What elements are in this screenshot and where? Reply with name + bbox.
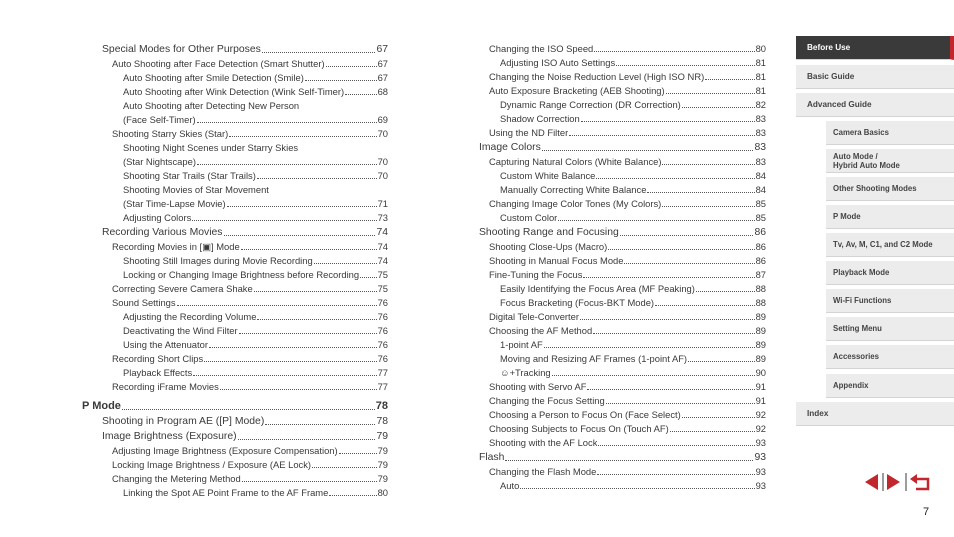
toc-entry[interactable] bbox=[82, 181, 388, 195]
toc-entry[interactable] bbox=[82, 395, 388, 412]
toc-entry-title: (Star Time-Lapse Movie) bbox=[123, 198, 226, 209]
toc-leader-dots bbox=[544, 347, 755, 348]
toc-entry-page: 70 bbox=[377, 156, 388, 167]
toc-entry[interactable] bbox=[479, 138, 766, 153]
tab-tv-av-m-mode[interactable]: Tv, Av, M, C1, and C2 Mode bbox=[826, 233, 954, 257]
toc-entry[interactable] bbox=[82, 139, 388, 153]
toc-entry-title: Changing Image Color Tones (My Colors) bbox=[489, 198, 662, 209]
toc-entry-page: 78 bbox=[375, 400, 388, 412]
toc-leader-dots bbox=[569, 135, 754, 136]
toc-entry[interactable] bbox=[479, 378, 766, 392]
toc-entry-title: Recording Various Movies bbox=[102, 227, 223, 238]
toc-entry[interactable] bbox=[82, 153, 388, 167]
toc-leader-dots bbox=[662, 206, 754, 207]
toc-entry[interactable] bbox=[82, 427, 388, 442]
toc-leader-dots bbox=[688, 361, 755, 362]
toc-leader-dots bbox=[542, 150, 754, 151]
toc-leader-dots bbox=[552, 375, 755, 376]
toc-entry-title: Locking or Changing Image Brightness before Recording bbox=[123, 269, 360, 280]
toc-entry[interactable] bbox=[479, 463, 766, 477]
toc-entry-page: 91 bbox=[755, 381, 766, 392]
toc-entry-page: 74 bbox=[377, 241, 388, 252]
toc-entry-title: Recording Short Clips bbox=[112, 353, 204, 364]
toc-leader-dots bbox=[305, 80, 377, 81]
toc-entry-page: 89 bbox=[755, 339, 766, 350]
toc-leader-dots bbox=[597, 474, 754, 475]
toc-entry-page: 80 bbox=[755, 43, 766, 54]
toc-entry-title: Choosing a Person to Focus On (Face Select) bbox=[489, 409, 681, 420]
tab-playback-mode[interactable]: Playback Mode bbox=[826, 261, 954, 285]
toc-entry-title: Fine-Tuning the Focus bbox=[489, 269, 583, 280]
toc-entry-title: Shadow Correction bbox=[500, 113, 580, 124]
toc-entry-page: 93 bbox=[755, 466, 766, 477]
toc-entry[interactable] bbox=[82, 167, 388, 181]
toc-entry-title: Image Colors bbox=[479, 142, 541, 153]
toc-entry-page: 85 bbox=[755, 212, 766, 223]
toc-entry-page: 80 bbox=[377, 487, 388, 498]
toc-entry[interactable] bbox=[479, 448, 766, 463]
toc-entry-page: 91 bbox=[755, 395, 766, 406]
toc-entry-title: Using the ND Filter bbox=[489, 127, 569, 138]
toc-entry-page: 92 bbox=[755, 409, 766, 420]
toc-entry-page: 67 bbox=[377, 72, 388, 83]
toc-entry[interactable] bbox=[479, 280, 766, 294]
toc-entry[interactable] bbox=[82, 238, 388, 252]
toc-entry-page: 86 bbox=[754, 227, 766, 238]
toc-entry[interactable] bbox=[82, 378, 388, 392]
toc-leader-dots bbox=[220, 389, 377, 390]
toc-leader-dots bbox=[682, 417, 755, 418]
toc-entry-title: Changing the Focus Setting bbox=[489, 395, 605, 406]
toc-entry[interactable] bbox=[82, 336, 388, 350]
toc-leader-dots bbox=[192, 220, 376, 221]
toc-entry-page: 75 bbox=[377, 283, 388, 294]
toc-entry-title: Shooting with the AF Lock bbox=[489, 437, 598, 448]
toc-entry-title: Focus Bracketing (Focus-BKT Mode) bbox=[500, 297, 655, 308]
toc-entry-title: Easily Identifying the Focus Area (MF Peaking) bbox=[500, 283, 695, 294]
toc-entry-title: P Mode bbox=[82, 401, 121, 412]
toc-entry[interactable] bbox=[82, 266, 388, 280]
toc-entry-title: Adjusting Colors bbox=[123, 212, 192, 223]
toc-entry[interactable] bbox=[479, 238, 766, 252]
nav-icons bbox=[861, 472, 933, 492]
tab-basic-guide[interactable]: Basic Guide bbox=[796, 65, 954, 89]
toc-leader-dots bbox=[242, 481, 377, 482]
toc-entry-title: Shooting in Manual Focus Mode bbox=[489, 255, 624, 266]
toc-entry-page: 81 bbox=[755, 71, 766, 82]
toc-leader-dots bbox=[209, 347, 377, 348]
toc-entry-title: (Face Self-Timer) bbox=[123, 114, 196, 125]
toc-entry-title: Correcting Severe Camera Shake bbox=[112, 283, 253, 294]
toc-entry-title: Auto Exposure Bracketing (AEB Shooting) bbox=[489, 85, 665, 96]
toc-leader-dots bbox=[666, 93, 755, 94]
tab-advanced-guide[interactable]: Advanced Guide bbox=[796, 93, 954, 117]
toc-leader-dots bbox=[262, 52, 376, 53]
toc-entry[interactable] bbox=[479, 40, 766, 54]
toc-entry[interactable] bbox=[82, 412, 388, 427]
toc-entry[interactable] bbox=[479, 195, 766, 209]
toc-entry-page: 76 bbox=[377, 311, 388, 322]
toc-entry[interactable] bbox=[479, 392, 766, 406]
toc-leader-dots bbox=[241, 249, 377, 250]
toc-entry-title: Auto bbox=[500, 480, 520, 491]
tab-before-use[interactable]: Before Use bbox=[796, 36, 954, 60]
toc-entry-page: 88 bbox=[755, 297, 766, 308]
toc-leader-dots bbox=[314, 263, 377, 264]
toc-entry-page: 83 bbox=[755, 127, 766, 138]
toc-entry-title: Adjusting the Recording Volume bbox=[123, 311, 257, 322]
toc-entry[interactable] bbox=[82, 308, 388, 322]
toc-entry-title: Recording Movies in [▣] Mode bbox=[112, 241, 240, 252]
toc-entry-title: Shooting Still Images during Movie Recording bbox=[123, 255, 313, 266]
toc-entry-title: Linking the Spot AE Point Frame to the AF Frame bbox=[123, 487, 329, 498]
toc-entry-title: ☺+Tracking bbox=[500, 367, 551, 378]
toc-entry-title: Shooting in Program AE ([P] Mode) bbox=[102, 416, 265, 427]
toc-entry-page: 68 bbox=[377, 86, 388, 97]
toc-entry-title: Auto Shooting after Smile Detection (Smile) bbox=[123, 72, 304, 83]
toc-entry[interactable] bbox=[479, 434, 766, 448]
toc-entry-page: 90 bbox=[755, 367, 766, 378]
toc-entry[interactable] bbox=[82, 111, 388, 125]
tab-wifi-functions[interactable]: Wi-Fi Functions bbox=[826, 289, 954, 313]
toc-entry-title: Special Modes for Other Purposes bbox=[102, 44, 261, 55]
toc-entry-title: Adjusting ISO Auto Settings bbox=[500, 57, 616, 68]
toc-leader-dots bbox=[265, 424, 375, 425]
tab-accessories[interactable]: Accessories bbox=[826, 345, 954, 369]
toc-entry-page: 77 bbox=[377, 381, 388, 392]
toc-entry-title: Shooting Close-Ups (Macro) bbox=[489, 241, 608, 252]
toc-entry-page: 93 bbox=[754, 452, 766, 463]
toc-entry[interactable] bbox=[479, 477, 766, 491]
toc-leader-dots bbox=[257, 178, 377, 179]
toc-entry[interactable] bbox=[82, 470, 388, 484]
toc-entry-title: (Star Nightscape) bbox=[123, 156, 196, 167]
tab-p-mode[interactable]: P Mode bbox=[826, 205, 954, 229]
toc-entry[interactable] bbox=[82, 40, 388, 55]
toc-entry[interactable] bbox=[82, 322, 388, 336]
toc-entry-title: Manually Correcting White Balance bbox=[500, 184, 647, 195]
toc-entry[interactable] bbox=[82, 252, 388, 266]
toc-right-column bbox=[479, 40, 766, 491]
toc-leader-dots bbox=[587, 389, 754, 390]
toc-entry[interactable] bbox=[479, 181, 766, 195]
toc-entry-page: 69 bbox=[377, 114, 388, 125]
arrow-left-icon[interactable] bbox=[861, 472, 880, 492]
toc-entry[interactable] bbox=[479, 209, 766, 223]
toc-leader-dots bbox=[505, 460, 753, 461]
toc-entry[interactable] bbox=[82, 364, 388, 378]
toc-entry-title: Changing the Flash Mode bbox=[489, 466, 597, 477]
toc-entry-page: 86 bbox=[755, 255, 766, 266]
toc-entry[interactable] bbox=[82, 69, 388, 83]
toc-entry-page: 89 bbox=[755, 311, 766, 322]
toc-entry[interactable] bbox=[479, 336, 766, 350]
toc-leader-dots bbox=[239, 333, 377, 334]
toc-entry[interactable] bbox=[82, 55, 388, 69]
toc-entry-page: 71 bbox=[377, 198, 388, 209]
tab-setting-menu[interactable]: Setting Menu bbox=[826, 317, 954, 341]
toc-entry[interactable] bbox=[479, 110, 766, 124]
toc-entry-title: Adjusting Image Brightness (Exposure Compensation) bbox=[112, 445, 338, 456]
toc-entry-page: 67 bbox=[377, 58, 388, 69]
arrow-right-icon[interactable] bbox=[887, 474, 900, 490]
toc-entry[interactable] bbox=[479, 266, 766, 280]
toc-entry[interactable] bbox=[479, 82, 766, 96]
toc-entry-title: Choosing Subjects to Focus On (Touch AF) bbox=[489, 423, 669, 434]
toc-entry-page: 76 bbox=[377, 325, 388, 336]
toc-leader-dots bbox=[705, 79, 754, 80]
return-icon[interactable] bbox=[910, 474, 928, 489]
toc-leader-dots bbox=[204, 361, 376, 362]
toc-leader-dots bbox=[662, 164, 754, 165]
tab-appendix[interactable]: Appendix bbox=[826, 374, 954, 398]
toc-entry-page: 89 bbox=[755, 353, 766, 364]
toc-leader-dots bbox=[229, 136, 376, 137]
toc-entry[interactable] bbox=[82, 209, 388, 223]
toc-leader-dots bbox=[339, 453, 377, 454]
toc-entry[interactable] bbox=[479, 54, 766, 68]
toc-entry-title: Image Brightness (Exposure) bbox=[102, 431, 237, 442]
toc-entry[interactable] bbox=[479, 68, 766, 82]
toc-entry-page: 77 bbox=[377, 367, 388, 378]
toc-leader-dots bbox=[593, 333, 754, 334]
toc-entry-title: Recording iFrame Movies bbox=[112, 381, 219, 392]
toc-entry-page: 84 bbox=[755, 170, 766, 181]
toc-entry-title: Playback Effects bbox=[123, 367, 193, 378]
toc-entry[interactable] bbox=[82, 456, 388, 470]
toc-leader-dots bbox=[583, 277, 754, 278]
toc-entry[interactable] bbox=[82, 280, 388, 294]
toc-entry[interactable] bbox=[82, 442, 388, 456]
toc-leader-dots bbox=[624, 263, 754, 264]
toc-leader-dots bbox=[238, 439, 376, 440]
toc-leader-dots bbox=[606, 403, 755, 404]
toc-entry-title: Choosing the AF Method bbox=[489, 325, 593, 336]
toc-entry-title: Moving and Resizing AF Frames (1-point AF) bbox=[500, 353, 688, 364]
toc-entry-page: 87 bbox=[755, 269, 766, 280]
toc-entry-page: 86 bbox=[755, 241, 766, 252]
page-number: 7 bbox=[923, 506, 930, 518]
toc-entry[interactable] bbox=[82, 350, 388, 364]
toc-entry[interactable] bbox=[82, 125, 388, 139]
toc-leader-dots bbox=[193, 375, 376, 376]
toc-entry[interactable] bbox=[479, 223, 766, 238]
toc-entry-title: Custom White Balance bbox=[500, 170, 596, 181]
toc-entry-title: Shooting with Servo AF bbox=[489, 381, 587, 392]
toc-leader-dots bbox=[329, 495, 376, 496]
toc-entry-title: 1-point AF bbox=[500, 339, 543, 350]
toc-entry-page: 76 bbox=[377, 339, 388, 350]
toc-entry-title: Shooting Range and Focusing bbox=[479, 227, 619, 238]
toc-entry[interactable] bbox=[479, 252, 766, 266]
toc-leader-dots bbox=[227, 206, 377, 207]
toc-leader-dots bbox=[616, 65, 754, 66]
toc-entry[interactable] bbox=[479, 420, 766, 434]
toc-entry-page: 85 bbox=[755, 198, 766, 209]
toc-entry-page: 74 bbox=[377, 255, 388, 266]
toc-entry-title: Auto Shooting after Face Detection (Smart Shutter) bbox=[112, 58, 325, 69]
toc-entry-page: 78 bbox=[376, 416, 388, 427]
toc-entry-page: 75 bbox=[377, 269, 388, 280]
toc-entry[interactable] bbox=[82, 223, 388, 238]
toc-entry[interactable] bbox=[82, 97, 388, 111]
toc-entry[interactable] bbox=[82, 195, 388, 209]
toc-leader-dots bbox=[581, 121, 755, 122]
toc-entry-title: Deactivating the Wind Filter bbox=[123, 325, 238, 336]
toc-entry-title: Locking Image Brightness / Exposure (AE Lock) bbox=[112, 459, 312, 470]
toc-leader-dots bbox=[312, 467, 377, 468]
toc-entry-page: 79 bbox=[376, 431, 388, 442]
toc-entry-page: 88 bbox=[755, 283, 766, 294]
tab-camera-basics[interactable]: Camera Basics bbox=[826, 121, 954, 145]
toc-entry-page: 93 bbox=[755, 480, 766, 491]
toc-leader-dots bbox=[360, 277, 376, 278]
toc-entry-title: Custom Color bbox=[500, 212, 558, 223]
toc-entry-page: 93 bbox=[755, 437, 766, 448]
toc-entry[interactable] bbox=[479, 406, 766, 420]
toc-entry-page: 79 bbox=[377, 473, 388, 484]
toc-entry-title: Changing the ISO Speed bbox=[489, 43, 594, 54]
toc-entry-title: Auto Shooting after Detecting New Person bbox=[123, 100, 300, 111]
toc-entry[interactable] bbox=[479, 294, 766, 308]
toc-entry-page: 81 bbox=[755, 57, 766, 68]
toc-entry[interactable] bbox=[479, 350, 766, 364]
toc-leader-dots bbox=[655, 305, 755, 306]
toc-entry-page: 79 bbox=[377, 459, 388, 470]
toc-leader-dots bbox=[520, 488, 754, 489]
toc-entry-page: 83 bbox=[754, 142, 766, 153]
toc-entry-page: 84 bbox=[755, 184, 766, 195]
toc-entry[interactable] bbox=[479, 124, 766, 138]
tab-other-shooting-modes[interactable]: Other Shooting Modes bbox=[826, 177, 954, 201]
toc-left-column bbox=[82, 40, 388, 498]
toc-entry[interactable] bbox=[479, 96, 766, 110]
toc-leader-dots bbox=[608, 249, 754, 250]
toc-entry-title: Changing the Metering Method bbox=[112, 473, 241, 484]
toc-entry[interactable] bbox=[479, 364, 766, 378]
toc-entry-page: 67 bbox=[376, 44, 388, 55]
toc-leader-dots bbox=[177, 305, 377, 306]
toc-leader-dots bbox=[326, 66, 377, 67]
toc-entry-page: 83 bbox=[755, 156, 766, 167]
toc-entry-title: Dynamic Range Correction (DR Correction) bbox=[500, 99, 681, 110]
tab-index[interactable]: Index bbox=[796, 402, 954, 426]
toc-entry[interactable] bbox=[479, 167, 766, 181]
toc-leader-dots bbox=[257, 319, 376, 320]
toc-entry-page: 81 bbox=[755, 85, 766, 96]
toc-leader-dots bbox=[254, 291, 377, 292]
toc-entry-page: 79 bbox=[377, 445, 388, 456]
toc-leader-dots bbox=[670, 431, 755, 432]
toc-entry-title: Capturing Natural Colors (White Balance) bbox=[489, 156, 662, 167]
toc-leader-dots bbox=[596, 178, 754, 179]
toc-entry[interactable] bbox=[82, 83, 388, 97]
toc-leader-dots bbox=[197, 122, 377, 123]
toc-leader-dots bbox=[122, 409, 375, 410]
tab-auto-mode[interactable]: Auto Mode / Hybrid Auto Mode bbox=[826, 149, 954, 173]
toc-entry-title: Flash bbox=[479, 452, 505, 463]
toc-leader-dots bbox=[197, 164, 377, 165]
toc-leader-dots bbox=[598, 445, 754, 446]
toc-entry-title: Sound Settings bbox=[112, 297, 176, 308]
toc-entry[interactable] bbox=[479, 308, 766, 322]
toc-leader-dots bbox=[345, 94, 376, 95]
toc-entry-page: 89 bbox=[755, 325, 766, 336]
toc-leader-dots bbox=[696, 291, 755, 292]
toc-leader-dots bbox=[594, 51, 754, 52]
toc-entry[interactable] bbox=[82, 294, 388, 308]
toc-entry-page: 83 bbox=[755, 113, 766, 124]
toc-entry-title: Auto Shooting after Wink Detection (Wink Self-Timer) bbox=[123, 86, 345, 97]
toc-entry-page: 70 bbox=[377, 128, 388, 139]
toc-entry-title: Using the Attenuator bbox=[123, 339, 208, 350]
toc-entry-page: 76 bbox=[377, 297, 388, 308]
toc-entry[interactable] bbox=[479, 322, 766, 336]
toc-leader-dots bbox=[558, 220, 754, 221]
toc-entry-title: Changing the Noise Reduction Level (High ISO NR) bbox=[489, 71, 705, 82]
toc-entry-title: Shooting Night Scenes under Starry Skies bbox=[123, 142, 299, 153]
toc-entry-page: 73 bbox=[377, 212, 388, 223]
toc-entry-page: 74 bbox=[376, 227, 388, 238]
toc-entry-title: Shooting Movies of Star Movement bbox=[123, 184, 269, 195]
page-navigation bbox=[861, 472, 933, 492]
toc-entry-page: 76 bbox=[377, 353, 388, 364]
toc-entry-title: Shooting Starry Skies (Star) bbox=[112, 128, 229, 139]
toc-entry[interactable] bbox=[82, 484, 388, 498]
toc-leader-dots bbox=[620, 235, 754, 236]
toc-entry-page: 92 bbox=[755, 423, 766, 434]
toc-entry-title: Digital Tele-Converter bbox=[489, 311, 579, 322]
toc-leader-dots bbox=[224, 235, 376, 236]
toc-entry-page: 82 bbox=[755, 99, 766, 110]
toc-leader-dots bbox=[580, 319, 755, 320]
toc-leader-dots bbox=[647, 192, 754, 193]
toc-leader-dots bbox=[682, 107, 755, 108]
toc-entry[interactable] bbox=[479, 153, 766, 167]
toc-entry-page: 70 bbox=[377, 170, 388, 181]
toc-entry-title: Shooting Star Trails (Star Trails) bbox=[123, 170, 256, 181]
